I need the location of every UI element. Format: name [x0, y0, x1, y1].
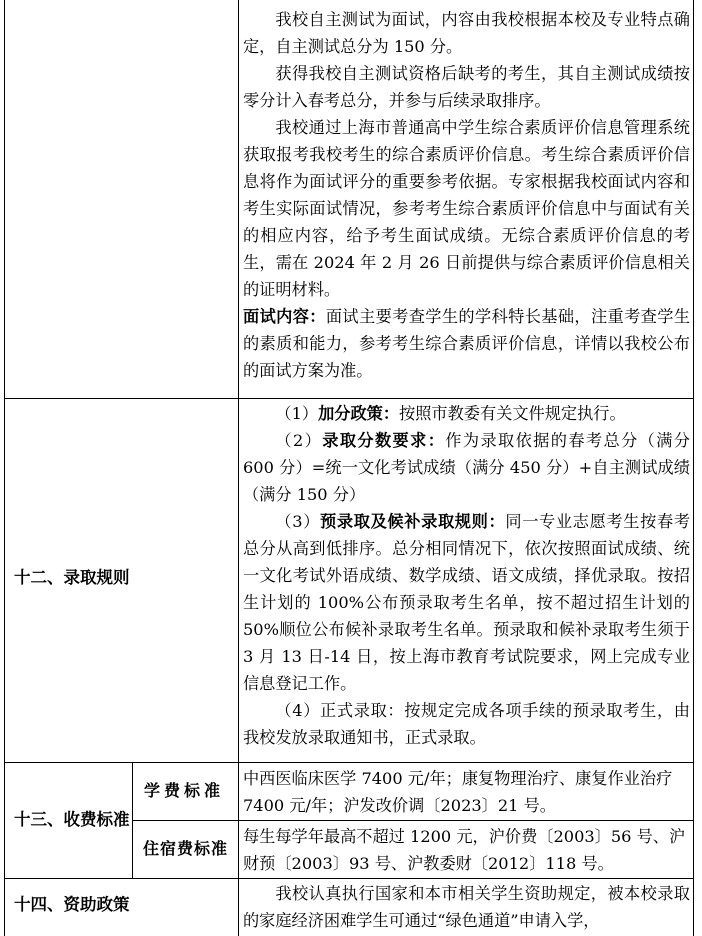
score-requirement-heading: 录取分数要求：	[322, 431, 446, 450]
dorm-fee-standard-text: 每生每学年最高不超过 1200 元，沪价费〔2003〕56 号、沪财预〔2003〕93 号、沪教委财〔2012〕118 号。	[243, 827, 686, 873]
bonus-policy-item: （1）加分政策：按照市教委有关文件规定执行。	[275, 404, 626, 423]
tuition-standard-text: 中西医临床医学 7400 元/年；康复物理治疗、康复作业治疗 7400 元/年；沪发改价调〔2023〕21 号。	[243, 769, 673, 815]
pre-admission-rules-item: （3）预录取及候补录取规则：同一专业志愿考生按春考总分从高到低排序。总分相同情况下，依次按照面试成绩、统一文化考试外语成绩、数学成绩、语文成绩，择优录取。按招生计划的 100%公布预录取考生名单，按不超过招生计划的 50%顺位公布候补录取考生名单。预录取和候补录取考生须于 3 月 13 日-14 日，按上海市教育考试院要求，网上完成专业信息登记工作。	[243, 512, 691, 693]
formal-admission-item: （4）正式录取：按规定完成各项手续的预录取考生，由我校发放录取通知书，正式录取。	[243, 701, 690, 747]
admission-rules-cell	[243, 400, 690, 751]
evaluation-paragraph: 我校通过上海市普通高中学生综合素质评价信息管理系统获取报考我校考生的综合素质评价信息。考生综合素质评价信息将作为面试评分的重要参考依据。专家根据我校面试内容和考生实际面试情况，参考考生综合素质评价信息中与面试有关的相应内容，给予考生面试成绩。无综合素质评价信息的考生，需在 2024 年 2 月 26 日前提供与综合素质评价信息相关的证明材料。	[243, 118, 690, 299]
financial-aid-text: 我校认真执行国家和本市相关学生资助规定，被本校录取的家庭经济困难学生可通过“绿色通道”申请入学，	[243, 884, 690, 930]
bonus-policy-heading: 加分政策：	[318, 404, 400, 423]
column-divider	[238, 0, 239, 936]
row-divider-11-12	[4, 398, 694, 399]
interview-content-text: 面试主要考查学生的学科特长基础，注重考查学生的素质和能力，参考考生综合素质评价信息，详情以我校公布的面试方案为准。	[243, 307, 691, 380]
row-divider-13-14	[4, 878, 694, 879]
dorm-fee-standard-label: 住宿费标准	[143, 839, 229, 858]
score-requirement-item: （2）录取分数要求：作为录取依据的春考总分（满分 600 分）=统一文化考试成绩（满分 450 分）+自主测试成绩（满分 150 分）	[243, 431, 690, 504]
financial-aid-label: 十四、资助政策	[14, 895, 130, 914]
row-divider-fees	[132, 820, 694, 821]
self-test-paragraph: 我校自主测试为面试，内容由我校根据本校及专业特点确定，自主测试总分为 150 分。	[243, 10, 690, 56]
absence-paragraph: 获得我校自主测试资格后缺考的考生，其自主测试成绩按零分计入春考总分，并参与后续录取排序。	[243, 64, 690, 110]
row-divider-12-13	[4, 762, 694, 763]
admission-rules-label: 十二、录取规则	[14, 568, 130, 587]
fee-standard-label: 十三、收费标准	[14, 810, 130, 829]
self-test-content-cell	[243, 6, 690, 384]
table-border-left	[4, 0, 5, 936]
table-border-right	[693, 0, 694, 936]
interview-content-heading: 面试内容：	[243, 307, 326, 326]
pre-admission-rules-heading: 预录取及候补录取规则：	[320, 512, 506, 531]
interview-content-paragraph	[243, 303, 690, 384]
tuition-standard-label: 学费标准	[144, 781, 225, 800]
